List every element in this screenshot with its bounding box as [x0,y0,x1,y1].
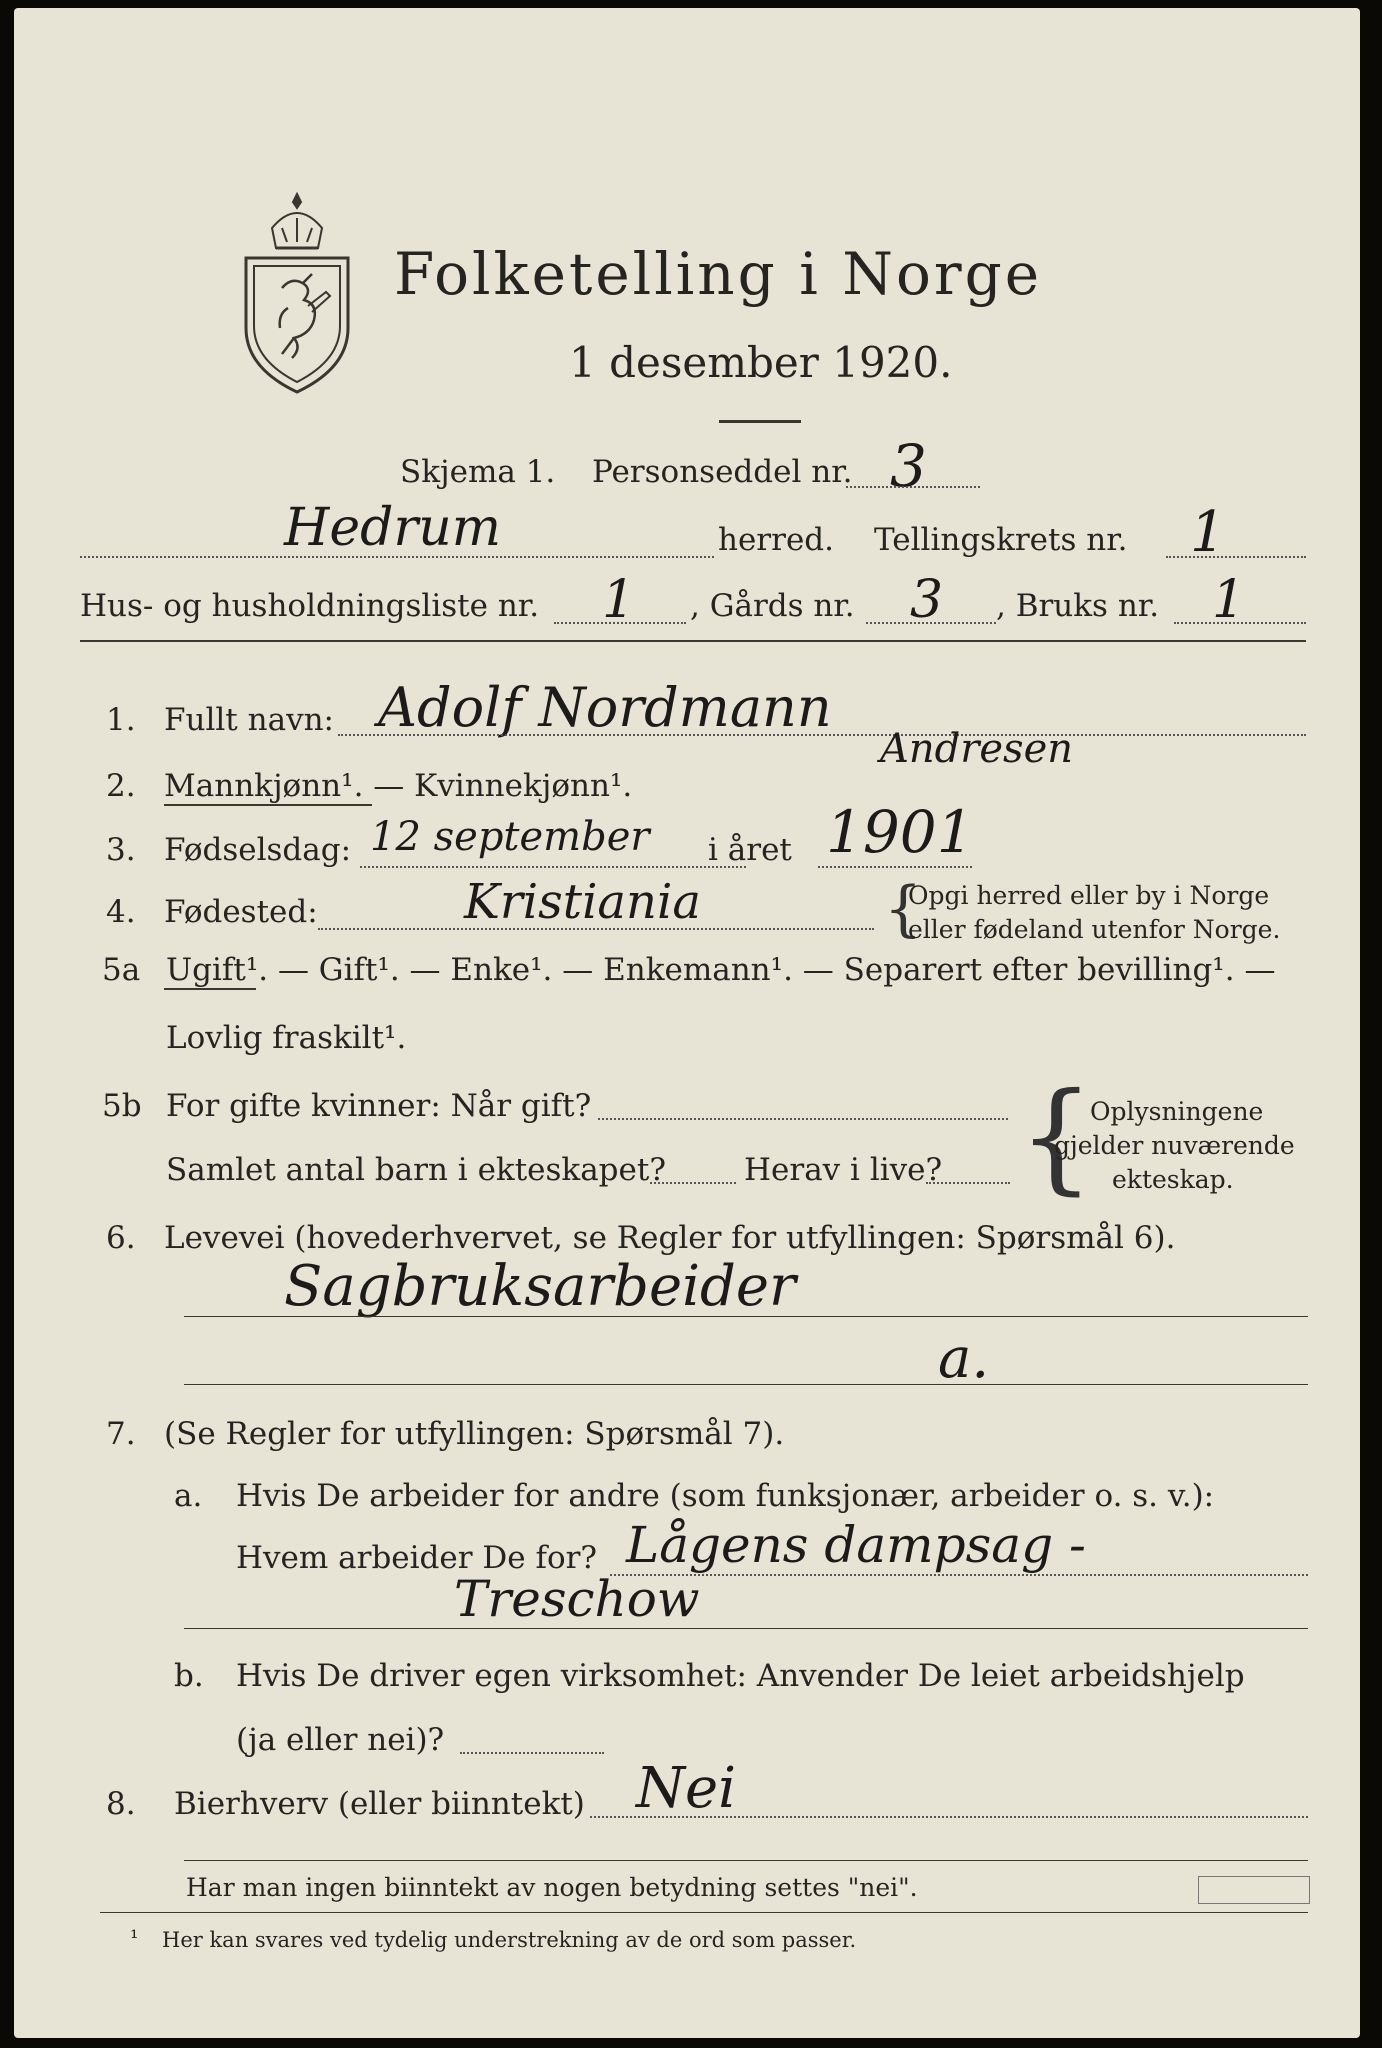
q7-number: 7. [106,1416,136,1452]
title-divider [719,420,801,423]
q7b-line-2: (ja eller nei)? [236,1722,445,1758]
children-total-label: Samlet antal barn i ekteskapet? [166,1152,666,1188]
side-income-line [590,1816,1308,1818]
birthyear-value[interactable]: 1901 [826,798,974,866]
skjema-label: Skjema 1. [400,454,556,490]
personseddel-line [846,486,980,488]
marriage-note-1: Oplysningene [1090,1097,1264,1126]
tellingskrets-label: Tellingskrets nr. [874,522,1128,558]
q8-number: 8. [106,1786,136,1822]
occupation-line-2 [184,1384,1308,1385]
full-name-value-2[interactable]: Andresen [880,726,1074,772]
side-income-value[interactable]: Nei [636,1756,737,1821]
employer-value[interactable]: Lågens dampsag - [626,1516,1086,1574]
husliste-line [554,622,686,624]
birthyear-label: i året [708,832,792,868]
birthplace-note-brace: { [884,874,923,944]
q1-number: 1. [106,702,136,738]
q7-label: (Se Regler for utfyllingen: Spørsmål 7). [164,1416,785,1452]
bruks-value[interactable]: 1 [1212,570,1246,630]
marital-underline-mark [164,988,256,990]
birthplace-line [318,928,874,930]
birthplace-note-2: eller fødeland utenfor Norge. [908,915,1281,944]
employer-line-2 [184,1628,1308,1629]
birthplace-label: Fødested: [164,894,318,930]
q7b-letter: b. [174,1658,204,1694]
q7b-line-1: Hvis De driver egen virksomhet: Anvender De leiet arbeidshjelp [236,1658,1245,1694]
children-alive-line [926,1182,1010,1184]
tellingskrets-value[interactable]: 1 [1190,500,1226,565]
children-alive-label: Herav i live? [744,1152,943,1188]
tellingskrets-line [1166,556,1306,558]
birthplace-value[interactable]: Kristiania [464,874,701,930]
employer-value-2[interactable]: Treschow [454,1570,700,1628]
gards-value[interactable]: 3 [910,570,944,630]
birthdate-line [360,866,746,868]
marital-status-options-2: Lovlig fraskilt¹. [166,1020,407,1056]
q5b-number: 5b [102,1088,142,1124]
printer-stamp [1198,1876,1310,1904]
bruks-label: , Bruks nr. [996,588,1160,624]
header-separator [80,640,1306,642]
norwegian-coat-of-arms-icon [232,188,362,398]
birthdate-value[interactable]: 12 september [370,814,650,860]
sex-options: Mannkjønn¹. — Kvinnekjønn¹. [164,768,633,804]
q3-number: 3. [106,832,136,868]
personseddel-value[interactable]: 3 [890,432,927,500]
form-title: Folketelling i Norge [394,240,1043,308]
q2-number: 2. [106,768,136,804]
hired-help-line [460,1752,604,1754]
herred-line [80,556,714,558]
gards-label: , Gårds nr. [690,588,855,624]
gards-line [866,622,996,624]
q5a-number: 5a [102,952,141,988]
occupation-value-2[interactable]: a. [938,1326,990,1391]
q7a-letter: a. [174,1478,203,1514]
marriage-note-3: ekteskap. [1112,1165,1234,1194]
married-when-line [598,1118,1008,1120]
birthyear-line [818,866,972,868]
side-income-note: Har man ingen biinntekt av nogen betydning settes "nei". [186,1873,918,1902]
full-name-line [338,734,1306,736]
q4-number: 4. [106,894,136,930]
husliste-value[interactable]: 1 [602,570,636,630]
side-income-line-2 [184,1860,1308,1861]
personseddel-label: Personseddel nr. [592,454,853,490]
employer-line [610,1574,1308,1576]
full-name-label: Fullt navn: [164,702,334,738]
q6-number: 6. [106,1220,136,1256]
footnote-mark: ¹ [130,1926,139,1950]
bruks-line [1174,622,1306,624]
form-date: 1 desember 1920. [569,338,953,387]
occupation-line-1 [184,1316,1308,1317]
sex-underline-mark [164,804,372,806]
birthplace-note-1: Opgi herred eller by i Norge [908,881,1270,910]
side-income-label: Bierhverv (eller biinntekt) [174,1786,585,1822]
footnote-text: Her kan svares ved tydelig understrekning av de ord som passer. [162,1928,857,1952]
herred-label: herred. [718,522,834,558]
marriage-note-brace: { [1018,1068,1095,1207]
employer-label: Hvem arbeider De for? [236,1540,598,1576]
children-total-line [650,1182,736,1184]
marital-status-options: Ugift¹. — Gift¹. — Enke¹. — Enkemann¹. — Separert efter bevilling¹. — [166,952,1276,988]
married-when-label: For gifte kvinner: Når gift? [166,1088,592,1124]
occupation-value[interactable]: Sagbruksarbeider [284,1254,796,1319]
census-form [14,8,1360,2038]
herred-value[interactable]: Hedrum [284,498,502,558]
birthdate-label: Fødselsdag: [164,832,352,868]
full-name-value[interactable]: Adolf Nordmann [378,676,832,739]
husliste-label: Hus- og husholdningsliste nr. [80,588,540,624]
marriage-note-2: gjelder nuværende [1054,1131,1295,1160]
occupation-label: Levevei (hovederhvervet, se Regler for utfyllingen: Spørsmål 6). [164,1220,1176,1256]
footnote-separator [100,1912,1308,1913]
q7a-line-1: Hvis De arbeider for andre (som funksjonær, arbeider o. s. v.): [236,1478,1215,1514]
